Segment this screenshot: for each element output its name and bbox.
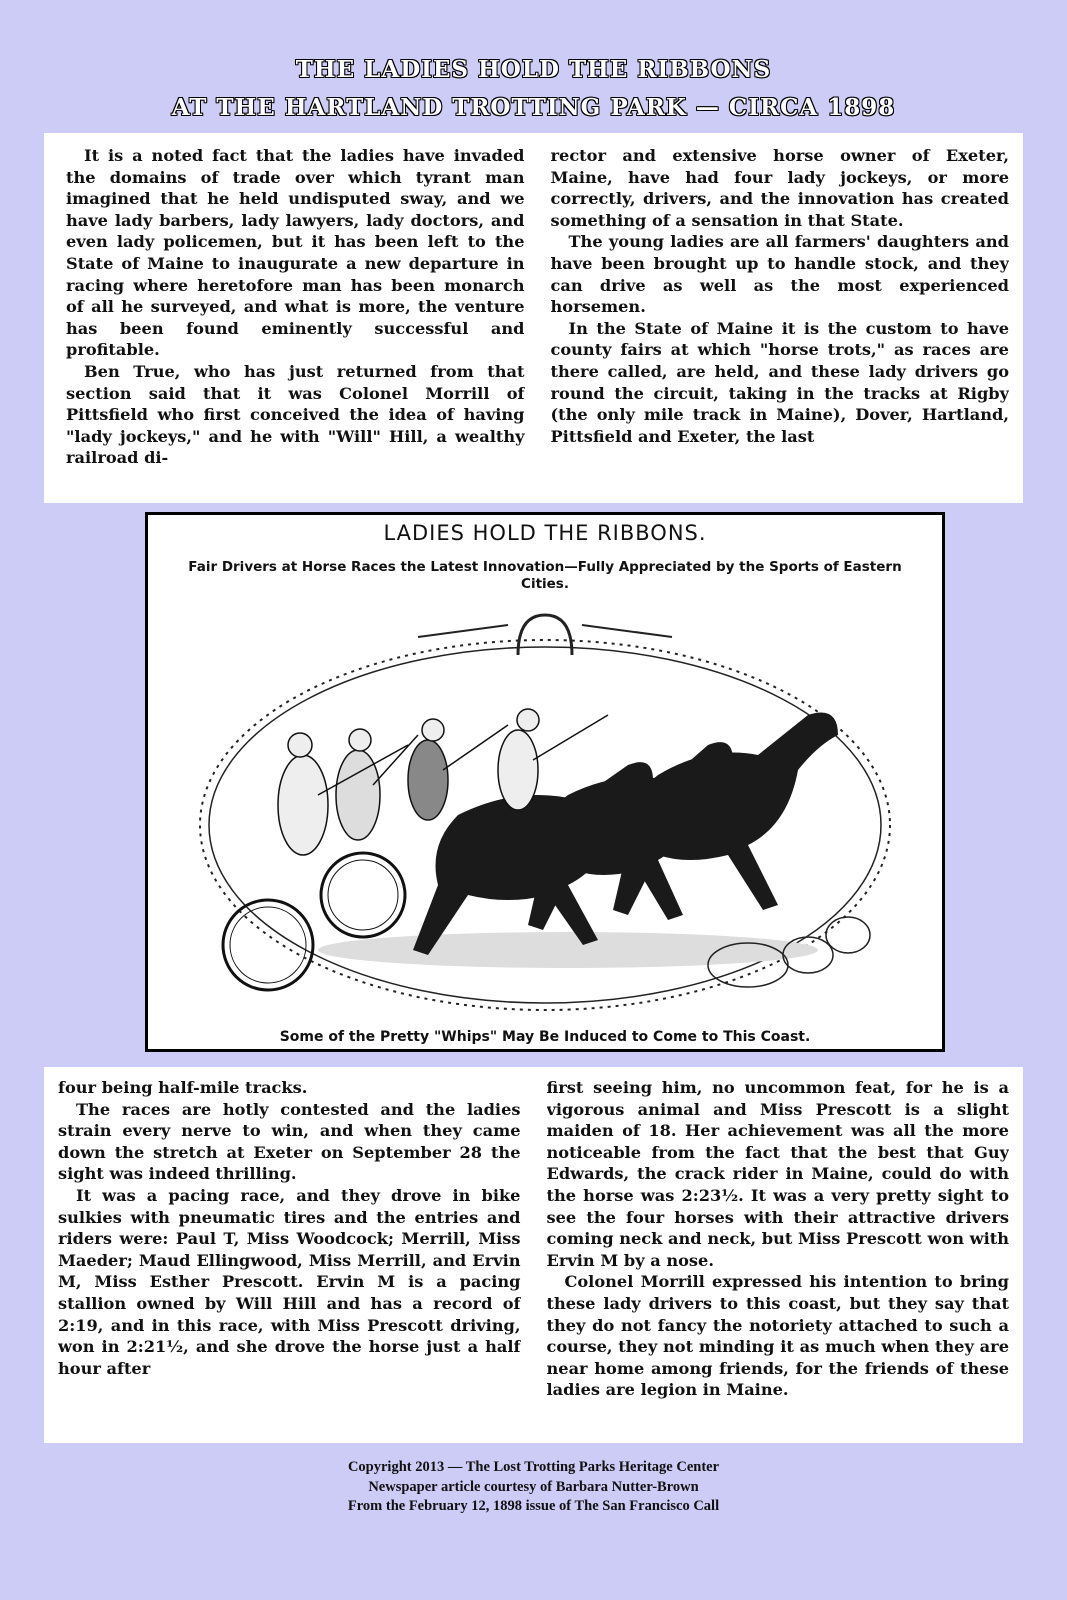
courtesy-line: Newspaper article courtesy of Barbara Nutter-Brown [368,1478,699,1495]
page-title-line-2: AT THE HARTLAND TROTTING PARK — CIRCA 1898 [171,94,896,121]
article-clipping-top [44,133,1023,503]
paragraph: The young ladies are all farmers' daughters and have been brought up to handle stock, and they can drive as well as the most experienced horsemen. [550,232,1009,317]
illustration-subheading: Fair Drivers at Horse Races the Latest Innovation—Fully Appreciated by the Sports of Eastern Cities. [188,559,902,592]
article-clipping-bottom [44,1067,1023,1443]
horses [413,713,838,956]
paragraph: four being half-mile tracks. [58,1078,308,1097]
article-top-left-column [66,145,525,503]
article-bottom-right-column [547,1077,1010,1443]
article-top-right-column [551,145,1010,503]
illustration-frame [145,512,945,1052]
paragraph: It was a pacing race, and they drove in bike sulkies with pneumatic tires and the entries and riders were: Paul T, Miss Woodcock; Merrill, Miss Maeder; Maud Ellingwood, Miss Merrill, and Ervin M, Miss Esther Prescott. Ervin M is a pacing stallion owned by Will Hill and has a record of 2:19, and in this race, with Miss Prescott driving, won in 2:21½, and she drove the horse just a half hour after [58,1185,521,1378]
paragraph: In the State of Maine it is the custom to have county fairs at which "horse trots," as races are there called, are held, and these lady drivers go round the circuit, taking in the tracks at Rigby (the only mile track in Maine), Dover, Hartland, Pittsfield and Exeter, the last [550,318,1009,446]
credits-footer [0,1458,1067,1517]
paragraph: Colonel Morrill expressed his intention to bring these lady drivers to this coast, but they say that they do not fancy the notoriety attached to such a course, they not minding it as much when they are near home among friends, for the friends of these ladies are legion in Maine. [546,1272,1009,1400]
paragraph: It is a noted fact that the ladies have invaded the domains of trade over which tyrant man imagined that he held undisputed sway, and we have lady barbers, lady lawyers, lady doctors, and even lady policemen, but it has been left to the State of Maine to inaugurate a new departure in racing where heretofore man has been monarch of all he surveyed, and what is more, the venture has been found eminently successful and profitable. [66,146,525,360]
paragraph: The races are hotly contested and the ladies strain every nerve to win, and when they came down the stretch at Exeter on September 28 the sight was indeed thrilling. [58,1099,521,1184]
paragraph: Ben True, who has just returned from that section said that it was Colonel Morrill of Pittsfield who first conceived the idea of having "lady jockeys," and he with "Will" Hill, a wealthy railroad di- [66,361,525,468]
illustration-caption: Some of the Pretty "Whips" May Be Induced to Come to This Coast. [279,1029,811,1045]
copyright-line: Copyright 2013 — The Lost Trotting Parks Heritage Center [347,1459,720,1475]
paragraph: first seeing him, no uncommon feat, for he is a vigorous animal and Miss Prescott is a slight maiden of 18. Her achievement was all the more noticeable from the fact that the best that Guy Edwards, the crack rider in Maine, could do with the horse was 2:23½. It was a very pretty sight to see the four horses with their attractive drivers coming neck and neck, but Miss Prescott won with Ervin M by a nose. [546,1078,1009,1270]
paragraph: rector and extensive horse owner of Exeter, Maine, have had four lady jockeys, or more correctly, drivers, and the innovation has created something of a sensation in that State. [550,146,1009,230]
source-line: From the February 12, 1898 issue of The San Francisco Call [347,1498,720,1514]
horseshoe-ornament [418,615,672,655]
illustration-heading: LADIES HOLD THE RIBBONS. [383,521,707,545]
sulky-wheels [223,853,405,990]
page-title-line-1: THE LADIES HOLD THE RIBBONS [295,56,772,83]
harness-race-illustration [188,595,902,1020]
article-bottom-left-column [58,1077,521,1443]
